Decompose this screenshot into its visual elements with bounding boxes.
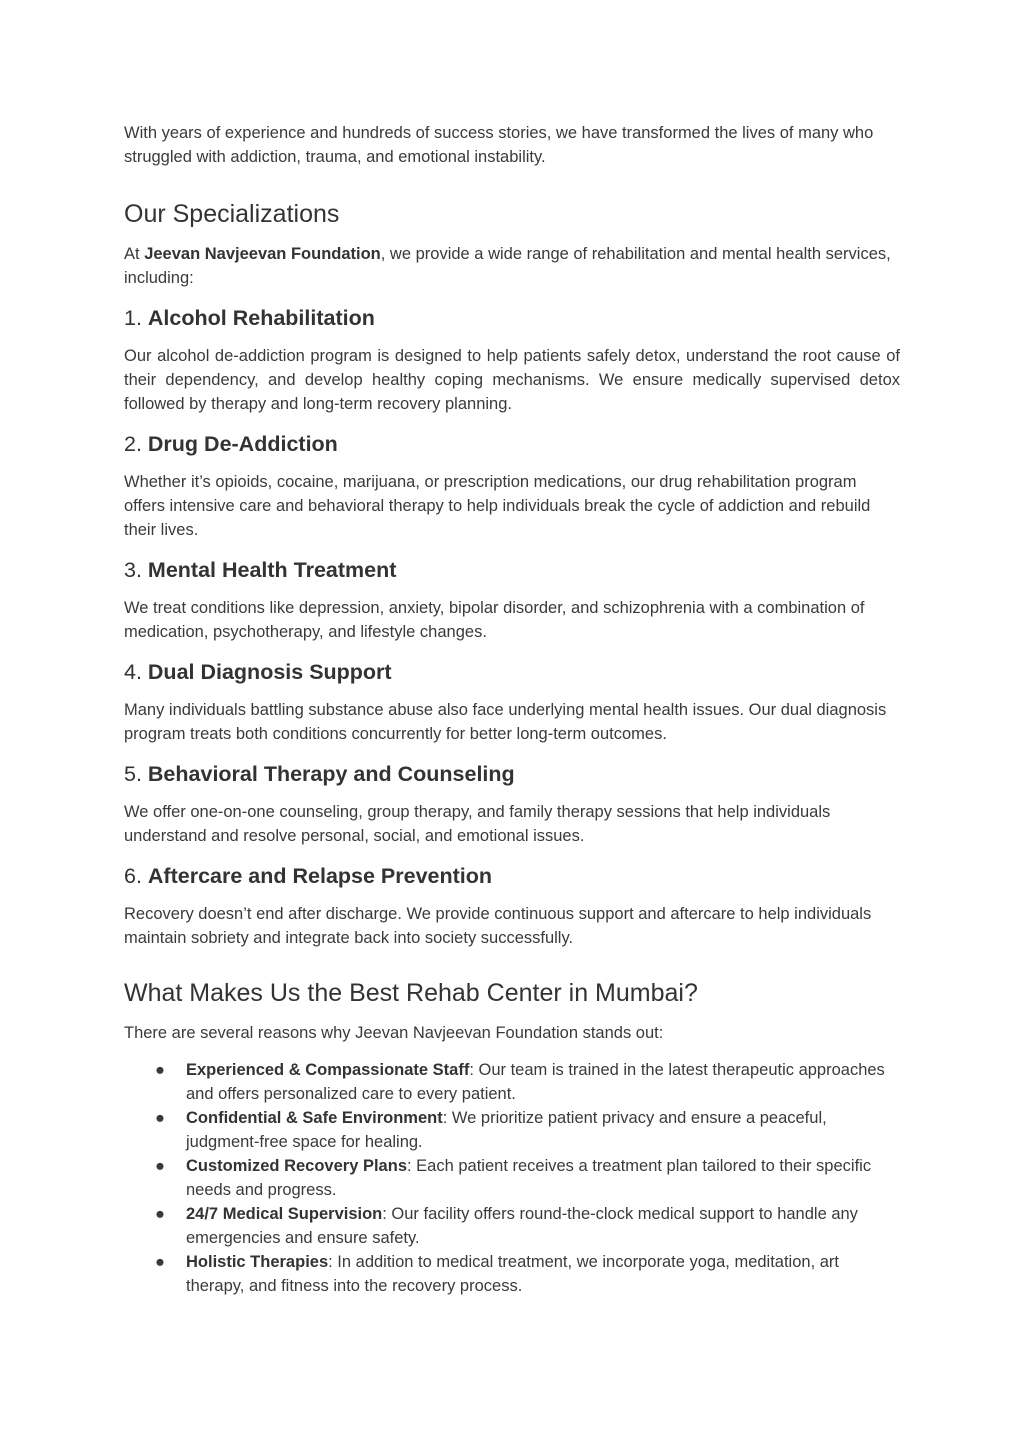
list-item	[124, 1202, 900, 1250]
specialization-number: 5.	[124, 762, 148, 786]
specialization-title: Alcohol Rehabilitation	[147, 306, 375, 330]
reason-title: Customized Recovery Plans	[186, 1157, 407, 1175]
reason-text: : Each patient receives a treatment plan tailored to their specific needs and progress.	[186, 1157, 872, 1199]
reason-text: : Our team is trained in the latest therapeutic approaches and offers personalized care to every patient.	[186, 1061, 885, 1103]
intro-paragraph: With years of experience and hundreds of success stories, we have transformed the lives of many who struggled with addiction, trauma, and emotional instability.	[124, 124, 874, 166]
specialization-number: 1.	[124, 306, 148, 330]
specialization-title: Aftercare and Relapse Prevention	[147, 864, 493, 888]
specialization-title: Drug De-Addiction	[147, 432, 338, 456]
specialization-text: Whether it’s opioids, cocaine, marijuana, or prescription medications, our drug rehabilitation program offers intensive care and behavioral therapy to help individuals break the cycle of addiction and rebuild their lives.	[124, 473, 871, 539]
specialization-number: 6.	[124, 864, 148, 888]
specialization-heading	[124, 304, 900, 332]
specializations-intro-suffix: , we provide a wide range of rehabilitation and mental health services, including:	[124, 245, 891, 287]
specialization-text: We treat conditions like depression, anxiety, bipolar disorder, and schizophrenia with a combination of medication, psychotherapy, and lifestyle changes.	[124, 599, 865, 641]
specialization-number: 2.	[124, 432, 148, 456]
specialization-heading	[124, 760, 900, 788]
list-item	[124, 1250, 900, 1298]
specializations-intro-prefix: At	[124, 245, 145, 263]
bullet-icon: ●	[155, 1253, 165, 1271]
specializations-intro	[124, 242, 900, 290]
specialization-heading	[124, 658, 900, 686]
specialization-title: Mental Health Treatment	[147, 558, 397, 582]
list-item	[124, 1154, 900, 1202]
specialization-heading	[124, 430, 900, 458]
specialization-heading	[124, 556, 900, 584]
reason-title: Confidential & Safe Environment	[186, 1109, 443, 1127]
bullet-icon: ●	[155, 1205, 165, 1223]
reason-title: Experienced & Compassionate Staff	[186, 1061, 470, 1079]
reasons-list	[124, 1058, 900, 1298]
bullet-icon: ●	[155, 1061, 165, 1079]
specialization-text: Our alcohol de-addiction program is designed to help patients safely detox, understand the root cause of their dependency, and develop healthy coping mechanisms. We ensure medically supervised detox followed by therapy and long-term recovery planning.	[124, 347, 900, 413]
document-page	[124, 121, 900, 1298]
best-center-intro: There are several reasons why Jeevan Navjeevan Foundation stands out:	[124, 1024, 664, 1042]
bullet-icon: ●	[155, 1157, 165, 1175]
specialization-title: Behavioral Therapy and Counseling	[147, 762, 515, 786]
foundation-name: Jeevan Navjeevan Foundation	[144, 245, 381, 263]
specialization-number: 4.	[124, 660, 148, 684]
bullet-icon: ●	[155, 1109, 165, 1127]
reason-text: : In addition to medical treatment, we incorporate yoga, meditation, art therapy, and fitness into the recovery process.	[186, 1253, 839, 1295]
best-center-heading: What Makes Us the Best Rehab Center in Mumbai?	[124, 979, 698, 1007]
reason-title: 24/7 Medical Supervision	[186, 1205, 383, 1223]
specialization-number: 3.	[124, 558, 148, 582]
specialization-heading	[124, 862, 900, 890]
specialization-text: Recovery doesn’t end after discharge. We provide continuous support and aftercare to help individuals maintain sobriety and integrate back into society successfully.	[124, 905, 872, 947]
specializations-heading: Our Specializations	[124, 200, 340, 228]
specialization-title: Dual Diagnosis Support	[147, 660, 392, 684]
reason-text: : Our facility offers round-the-clock medical support to handle any emergencies and ensure safety.	[186, 1205, 858, 1247]
list-item	[124, 1106, 900, 1154]
list-item	[124, 1058, 900, 1106]
specialization-text: Many individuals battling substance abuse also face underlying mental health issues. Our dual diagnosis program treats both conditions concurrently for better long-term outcomes.	[124, 701, 887, 743]
reason-text: : We prioritize patient privacy and ensure a peaceful, judgment-free space for healing.	[186, 1109, 827, 1151]
reason-title: Holistic Therapies	[186, 1253, 329, 1271]
specialization-text: We offer one-on-one counseling, group therapy, and family therapy sessions that help individuals understand and resolve personal, social, and emotional issues.	[124, 803, 831, 845]
